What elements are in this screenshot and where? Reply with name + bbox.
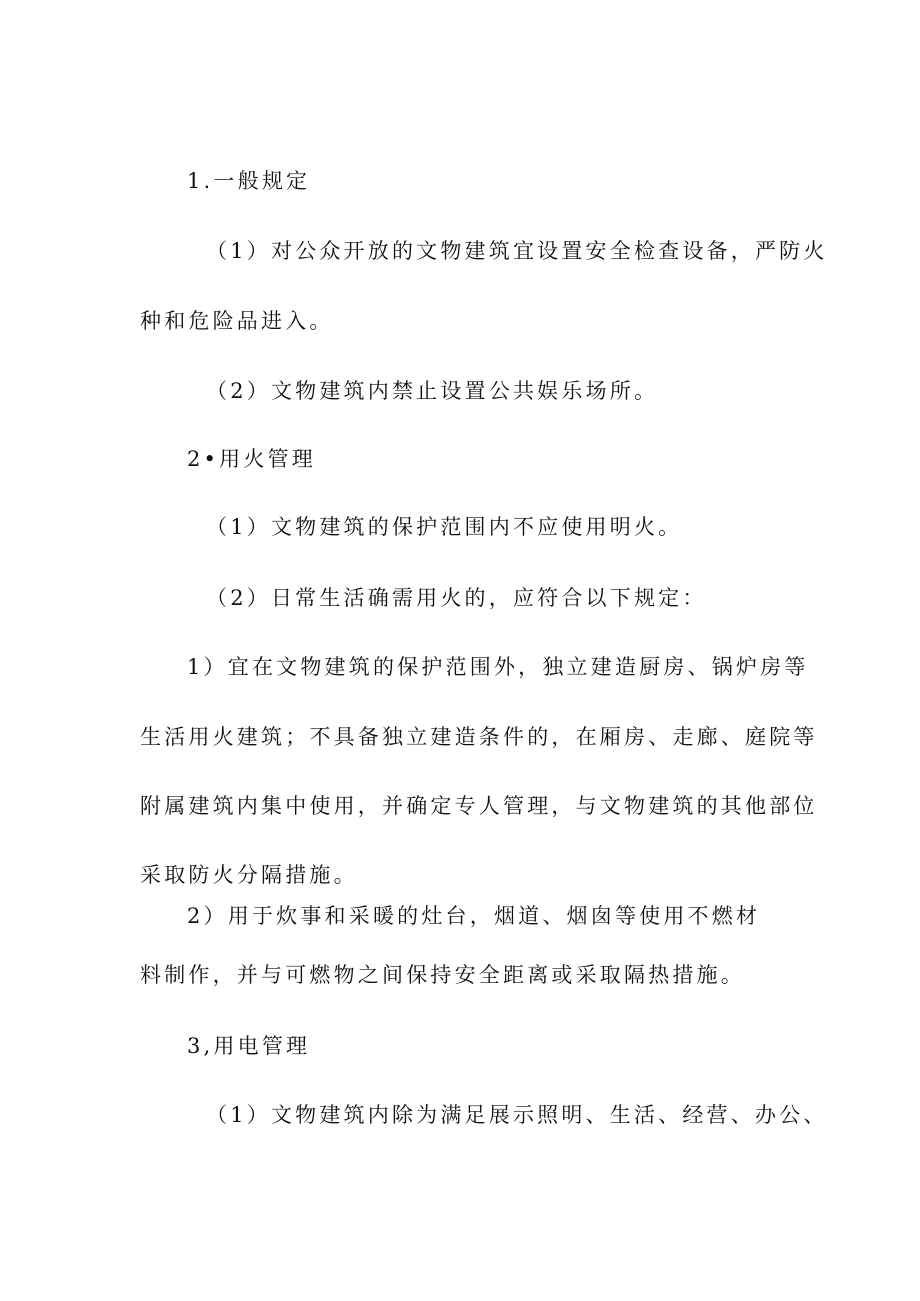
paragraph-line: （1）对公众开放的文物建筑宜设置安全检查设备，严防火 bbox=[206, 239, 828, 263]
paragraph-line: 采取防火分隔措施。 bbox=[140, 863, 358, 887]
paragraph-line: 种和危险品进入。 bbox=[140, 309, 334, 333]
paragraph-line: （2）日常生活确需用火的，应符合以下规定： bbox=[206, 586, 707, 610]
paragraph-line: （2）文物建筑内禁止设置公共娱乐场所。 bbox=[206, 379, 659, 403]
paragraph-line: 附属建筑内集中使用，并确定专人管理，与文物建筑的其他部位 bbox=[140, 794, 818, 818]
paragraph-line: 生活用火建筑；不具备独立建造条件的，在厢房、走廊、庭院等 bbox=[140, 725, 818, 749]
paragraph-line: 料制作，并与可燃物之间保持安全距离或采取隔热措施。 bbox=[140, 963, 745, 987]
section-heading-electricity-use: 3,用电管理 bbox=[187, 1034, 311, 1058]
paragraph-line: （1）文物建筑的保护范围内不应使用明火。 bbox=[206, 515, 683, 539]
section-heading-general-rules: 1.一般规定 bbox=[187, 169, 311, 193]
paragraph-line: 1）宜在文物建筑的保护范围外，独立建造厨房、锅炉房等 bbox=[187, 655, 809, 679]
paragraph-line: 2）用于炊事和采暖的灶台，烟道、烟囱等使用不燃材 bbox=[187, 904, 761, 928]
paragraph-line: （1）文物建筑内除为满足展示照明、生活、经营、办公、 bbox=[206, 1103, 828, 1127]
section-heading-fire-use: 2•用火管理 bbox=[187, 447, 316, 471]
